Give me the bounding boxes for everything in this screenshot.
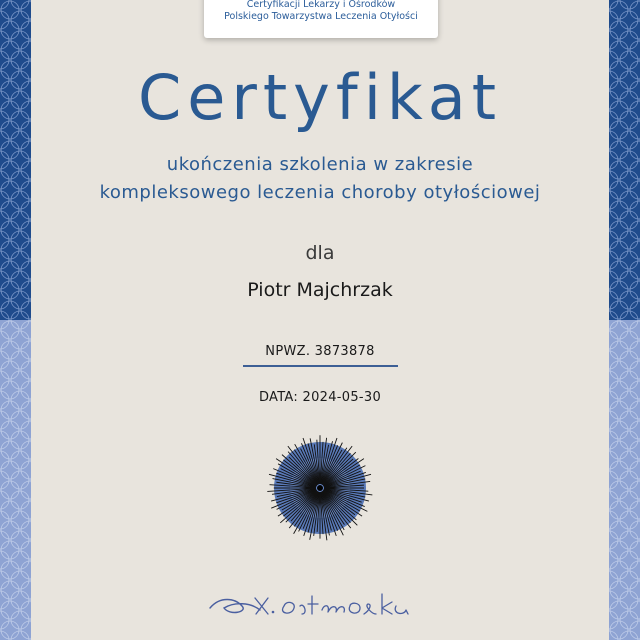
issuer-badge (204, 0, 438, 38)
npwz-number: NPWZ. 3873878 (265, 344, 375, 359)
certificate-title: Certyfikat (137, 61, 503, 134)
signature (200, 584, 415, 624)
issue-date: DATA: 2024-05-30 (258, 390, 382, 405)
for-label: dla (305, 242, 335, 264)
certificate-subtitle-line-2: kompleksowego leczenia choroby otyłościowej (99, 182, 541, 203)
certificate-subtitle-line-1: ukończenia szkolenia w zakresie (166, 154, 474, 175)
recipient-name: Piotr Majchrzak (247, 279, 393, 301)
issuer-line-2: Polskiego Towarzystwa Leczenia Otyłości (224, 11, 418, 22)
npwz-underline (243, 365, 398, 367)
issuer-line-1: Certyfikacji Lekarzy i Ośrodków (246, 0, 396, 10)
starburst-seal-icon (262, 430, 378, 546)
